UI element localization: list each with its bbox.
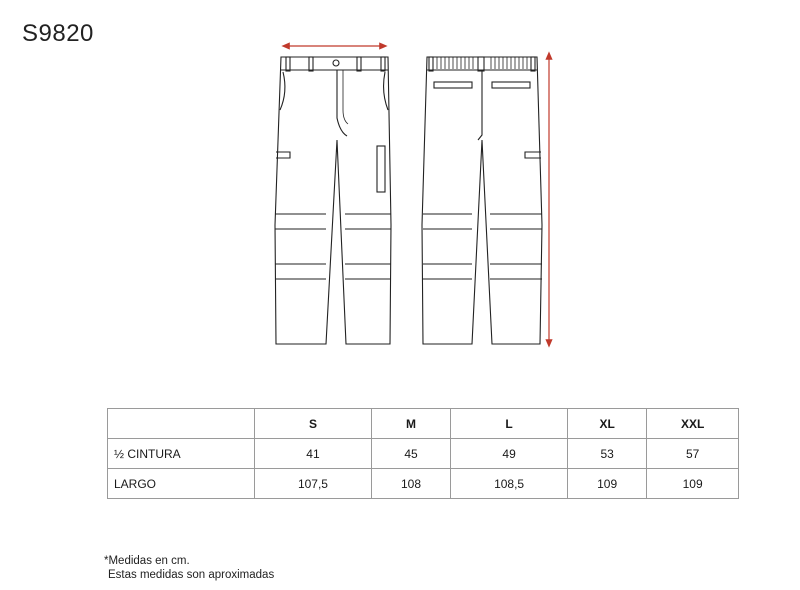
- table-cell: 108: [371, 469, 450, 499]
- table-header-m: M: [371, 409, 450, 439]
- table-header-empty: [108, 409, 255, 439]
- note-units: *Medidas en cm.: [104, 555, 190, 567]
- pants-back-view: [422, 57, 542, 344]
- row-label-waist: ½ CINTURA: [108, 439, 255, 469]
- table-cell: 53: [568, 439, 647, 469]
- table-cell: 49: [451, 439, 568, 469]
- size-table: [107, 408, 739, 499]
- table-cell: 41: [255, 439, 372, 469]
- table-header-s: S: [255, 409, 372, 439]
- table-cell: 57: [647, 439, 739, 469]
- note-approximate: Estas medidas son aproximadas: [108, 569, 275, 581]
- model-code: S9820: [22, 20, 94, 47]
- table-cell: 45: [371, 439, 450, 469]
- row-label-length: LARGO: [108, 469, 255, 499]
- table-cell: 109: [568, 469, 647, 499]
- table-cell: 109: [647, 469, 739, 499]
- table-cell: 107,5: [255, 469, 372, 499]
- table-row: [108, 439, 739, 469]
- pants-front-view: [275, 57, 391, 344]
- table-header-xl: XL: [568, 409, 647, 439]
- table-cell: 108,5: [451, 469, 568, 499]
- table-row: [108, 469, 739, 499]
- table-header-l: L: [451, 409, 568, 439]
- table-header-xxl: XXL: [647, 409, 739, 439]
- table-header-row: [108, 409, 739, 439]
- measurement-notes: [104, 554, 274, 582]
